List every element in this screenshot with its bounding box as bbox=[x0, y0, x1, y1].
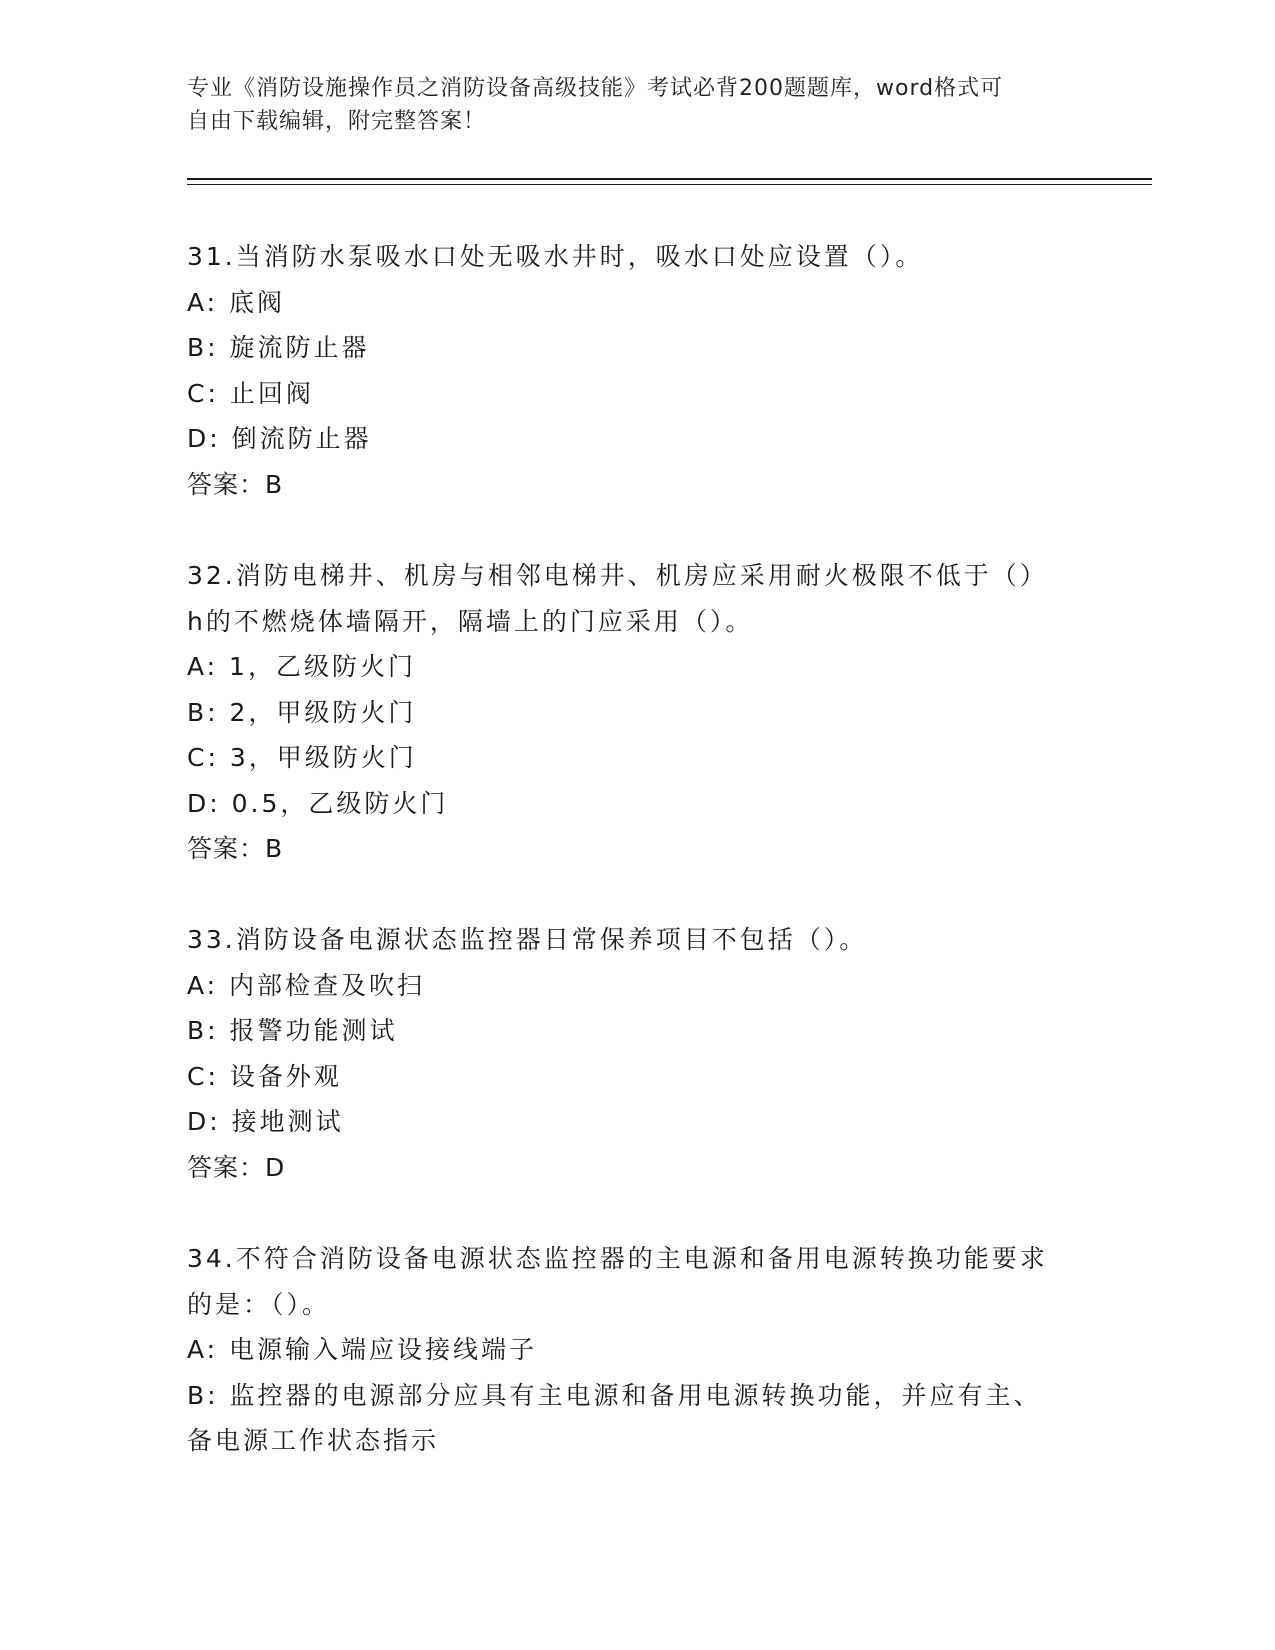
option-b: B: 旋流防止器 bbox=[187, 333, 370, 362]
header-divider-thin bbox=[187, 184, 1152, 185]
option-b: B: 报警功能测试 bbox=[187, 1016, 398, 1045]
question-stem: 33.消防设备电源状态监控器日常保养项目不包括（）。 bbox=[187, 925, 868, 954]
option-c: C: 3，甲级防火门 bbox=[187, 743, 417, 772]
option-a: A: 内部检查及吹扫 bbox=[187, 970, 426, 1000]
header-divider-thick bbox=[187, 178, 1152, 180]
option-a: A: 底阀 bbox=[187, 287, 286, 317]
header-line-2: 自由下载编辑，附完整答案！ bbox=[187, 109, 487, 134]
question-stem: 31.当消防水泵吸水口处无吸水井时，吸水口处应设置（）。 bbox=[187, 242, 924, 271]
option-b-continued: 备电源工作状态指示 bbox=[187, 1426, 440, 1455]
option-c: C: 止回阀 bbox=[187, 378, 314, 408]
question-31 bbox=[187, 234, 1087, 507]
option-a: A: 1，乙级防火门 bbox=[187, 652, 416, 681]
option-b: B: 监控器的电源部分应具有主电源和备用电源转换功能，并应有主、 bbox=[187, 1380, 1042, 1410]
question-34 bbox=[187, 1236, 1087, 1464]
option-d: D: 倒流防止器 bbox=[187, 424, 372, 453]
question-stem-continued: h的不燃烧体墙隔开，隔墙上的门应采用（）。 bbox=[187, 606, 754, 636]
option-c: C: 设备外观 bbox=[187, 1061, 342, 1091]
option-d: D: 接地测试 bbox=[187, 1107, 344, 1136]
question-stem: 32.消防电梯井、机房与相邻电梯井、机房应采用耐火极限不低于（） bbox=[187, 561, 1048, 590]
answer: 答案：B bbox=[187, 469, 284, 499]
header-line-1: 专业《消防设施操作员之消防设备高级技能》考试必背200题题库，word格式可 bbox=[187, 76, 1004, 101]
question-32 bbox=[187, 553, 1087, 872]
question-33 bbox=[187, 917, 1087, 1190]
document-header bbox=[187, 72, 1067, 138]
answer: 答案：B bbox=[187, 834, 284, 863]
option-a: A: 电源输入端应设接线端子 bbox=[187, 1335, 538, 1364]
question-stem: 34.不符合消防设备电源状态监控器的主电源和备用电源转换功能要求 bbox=[187, 1244, 1048, 1273]
question-stem-continued: 的是：（）。 bbox=[187, 1289, 331, 1319]
option-d: D: 0.5，乙级防火门 bbox=[187, 788, 449, 818]
answer: 答案：D bbox=[187, 1152, 286, 1182]
option-b: B: 2，甲级防火门 bbox=[187, 697, 417, 727]
